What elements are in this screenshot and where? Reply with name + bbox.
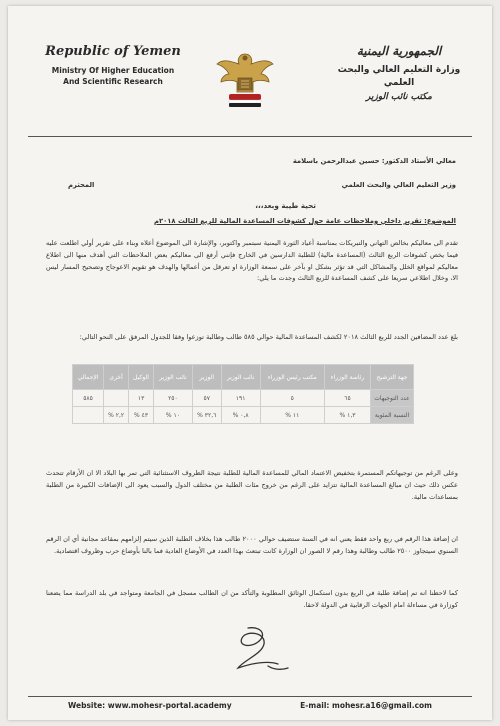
body-paragraph-3: وعلى الرغم من توجيهاتكم المستمرة بتخفيض الاعتماد المالي للمساعدة المالية للطلبة نتيجة الظروف الاستثنائية التي تمر بها البلاد الا ان الأرقام تتحدث عكس ذلك حيث ان مبالغ المساعدة المالية تتزايد على الرغم من خروج مئات الطلبة من مختلف الدول والسبب يعود الى الإضافات الكبيرة من الطلبة بمساعدات مالية. [46,469,458,501]
table-cell: ٢٥٠ [154,390,193,407]
table-row [73,407,414,424]
table-header-cell: نائب الوزير [221,365,260,390]
header-divider [28,136,472,137]
table-cell: ٣٢,٦ % [192,407,221,424]
table-header-cell: أخرى [104,365,129,390]
table-cell [104,390,129,407]
table-header-cell: جهة الترشيح [371,365,414,390]
table-header-cell: الإجمالي [73,365,104,390]
table-cell: ١٩١ [221,390,260,407]
table-row-label: النسبة المئوية [371,407,414,424]
table-cell: ٥٧ [192,390,221,407]
body-paragraph-5: كما لاحظنا انه تم إضافة طلبة في الربع بدون استكمال الوثائق المطلوبة والتأكد من ان الطالب مسجل في الجامعة ومتواجد في بلد الدراسة مما يضعنا كوزارة في مساءلة امام الجهات الرقابية في الدولة لاحقا. [46,589,458,609]
table-header-cell: الوزير [192,365,221,390]
table-cell: ٠,٨ % [221,407,260,424]
table-row [73,390,414,407]
body-paragraph-4: ان إضافة هذا الرقم في ربع واحد فقط يعني انه في السنة ستضيف حوالي ٢٠٠٠ طالب هذا بخلاف الطلبة الذين سيتم إلزامهم بمقاعد مجانية أي ان الرقم السنوي سيتجاوز ٢٥٠٠ طالب وطالبة وهذا رقم لا الصور ان الوزارة كانت تبتعث بهذا العدد في الأوضاع العادية فما بالنا بأوضاع حرب وظروف اقتصادية. [46,535,458,555]
letter-page [8,6,492,720]
recipient-name: معالي الأستاذ الدكتور: حسين عبدالرحمن باسلامة [292,157,456,165]
office-name-ar: مكتب نائب الوزير [366,92,432,102]
letterhead-arabic [324,44,474,102]
nominations-table [72,364,414,424]
ministry-name-en-line2: And Scientific Research [63,77,163,86]
table-cell: ١١ % [260,407,325,424]
table-header-cell: مكتب رئيس الوزراء [260,365,325,390]
recipient-title: وزير التعليم العالي والبحث العلمي [341,181,456,189]
table-cell: ١,٣ % [325,407,371,424]
ministry-name-en-line1: Ministry Of Higher Education [51,66,175,75]
handwritten-signature [208,620,298,680]
letterhead-english [38,44,188,87]
table-header-cell: الوكيل [129,365,154,390]
table-header-cell: نائب الوزير [154,365,193,390]
recipient-honorific: المحترم [68,181,95,189]
body-paragraph-2: بلغ عدد المضافين الجدد للربع الثالث ٢٠١٨ لكشف المساعدة المالية حوالي ٥٨٥ طالب وطالبة توزعوا وفقا للجدول المرفق على النحو التالي: [79,333,458,341]
footer-website: Website: www.mohesr-portal.academy [68,701,232,710]
table-header-cell: رئاسة الوزراء [325,365,371,390]
ministry-name-ar: وزارة التعليم العالي والبحث العلمي [337,65,461,88]
table-cell: ٥ [260,390,325,407]
table-row-label: عدد التوجيهات [371,390,414,407]
republic-name-ar: الجمهورية اليمنية [356,44,442,58]
yemen-eagle-emblem-icon [215,48,275,114]
footer-email: E-mail: mohesr.a16@gmail.com [300,701,432,710]
table-cell: ٥٨٥ [73,390,104,407]
republic-name-en: Republic of Yemen [45,44,181,59]
footer-divider [28,696,472,697]
table-header-row [73,365,414,390]
table-cell: ٢,٢ % [104,407,129,424]
table-cell: ١٣ [129,390,154,407]
greeting: تحية طيبة وبعد،،، [255,201,316,210]
table-cell: ٦٥ [325,390,371,407]
table-cell [73,407,104,424]
subject-line: الموضوع: تقرير داخلي وملاحظات عامة حول كشوفات المساعدة المالية للربع الثالث ٢٠١٨م [153,217,456,225]
table-cell: ٤٣ % [129,407,154,424]
body-paragraph-1: تقدم الى معاليكم بخالص التهاني والتبريكات بمناسبة أعياد الثورة اليمنية سبتمبر واكتوبر، والإشارة الى الموضوع أعلاه وبناء على تقرير أولي اطلعت عليه فيما يخص كشوفات الربع الثالث (المساعدة مالية) للطلبة الدارسين في الخارج فإنني أرفع الى معاليكم بعض الملاحظات التي أهدف منها الى اطلاع معاليكم لمواقع الخلل والمشاكل التي قد تؤثر بشكل او بآخر على سمعة الوزارة او تعرقل من أعمالها والهدف هو تقويم الاعوجاج وتصحيح المسار ليس الا، وخلال اطلاعي سريعا على كشف المساعدة للربع الثالث وجدت ما يلي: [46,239,458,283]
table-cell: ١٠ % [154,407,193,424]
